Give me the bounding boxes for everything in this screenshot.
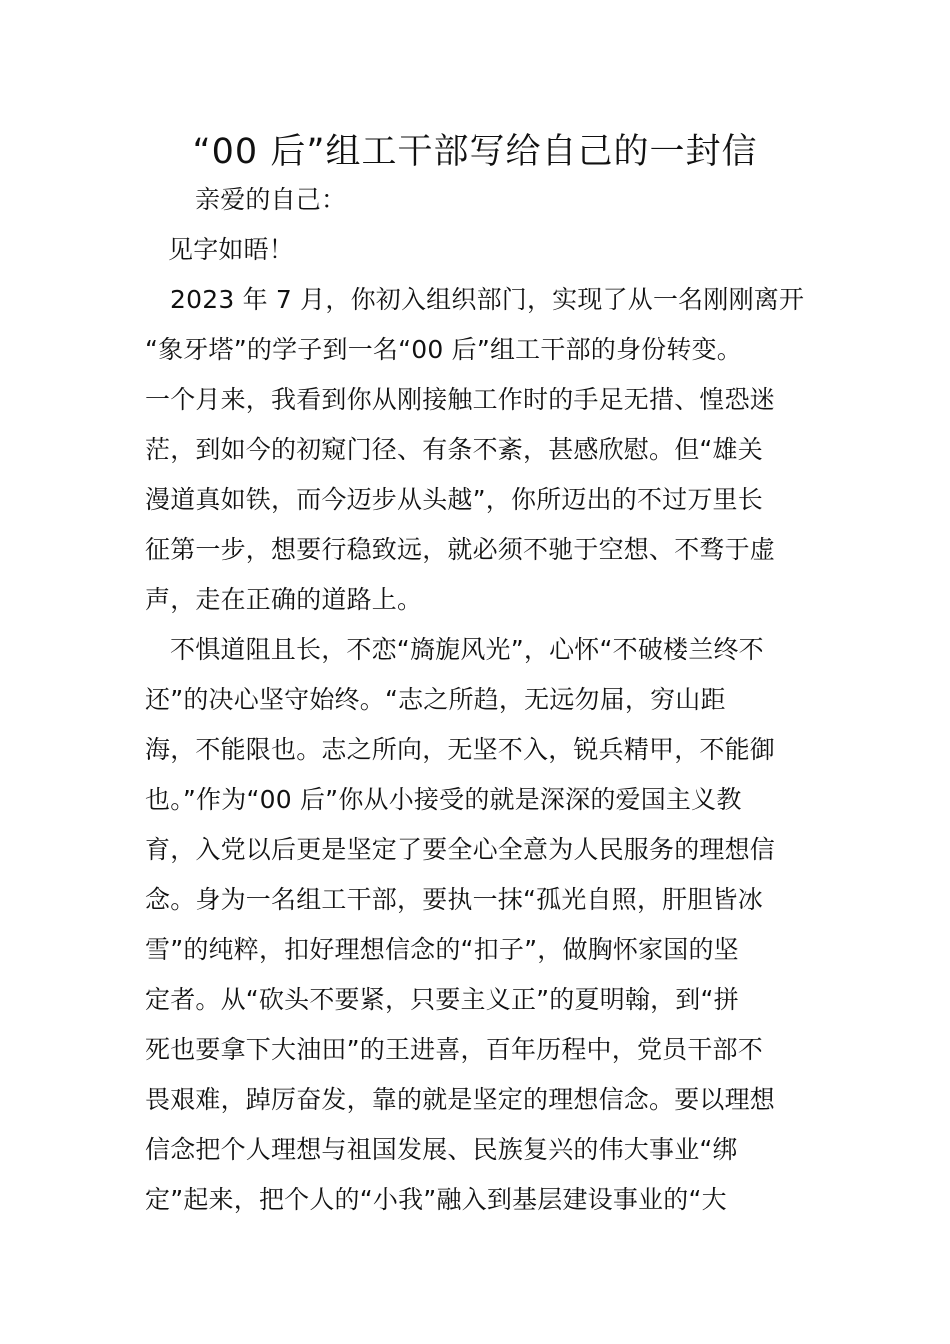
paragraph-line: 雪”的纯粹，扣好理想信念的“扣子”，做胸怀家国的坚 <box>145 935 739 964</box>
paragraph-line: 念。身为一名组工干部，要执一抹“孤光自照，肝胆皆冰 <box>145 885 763 914</box>
paragraph-line: 声，走在正确的道路上。 <box>145 585 423 614</box>
paragraph-line: 2023 年 7 月，你初入组织部门，实现了从一名刚刚离开 <box>170 285 805 314</box>
paragraph-line: 定”起来，把个人的“小我”融入到基层建设事业的“大 <box>145 1185 727 1214</box>
paragraph-line: 定者。从“砍头不要紧，只要主义正”的夏明翰，到“拼 <box>145 985 739 1014</box>
paragraph-line: 不惧道阻且长，不恋“旖旎风光”，心怀“不破楼兰终不 <box>170 635 764 664</box>
salutation: 亲爱的自己： <box>195 185 347 214</box>
paragraph-line: 畏艰难，踔厉奋发，靠的就是坚定的理想信念。要以理想 <box>145 1085 776 1114</box>
paragraph-line: 漫道真如铁，而今迈步从头越”，你所迈出的不过万里长 <box>145 485 763 514</box>
paragraph-line: 还”的决心坚守始终。“志之所趋，无远勿届，穷山距 <box>145 685 726 714</box>
paragraph-line: “象牙塔”的学子到一名“00 后”组工干部的身份转变。 <box>145 335 742 364</box>
paragraph-line: 也。”作为“00 后”你从小接受的就是深深的爱国主义教 <box>145 785 742 814</box>
paragraph-line: 信念把个人理想与祖国发展、民族复兴的伟大事业“绑 <box>145 1135 738 1164</box>
paragraph-line: 一个月来，我看到你从刚接触工作时的手足无措、惶恐迷 <box>145 385 776 414</box>
paragraph-line: 死也要拿下大油田”的王进喜，百年历程中，党员干部不 <box>145 1035 763 1064</box>
paragraph-line: 茫，到如今的初窥门径、有条不紊，甚感欣慰。但“雄关 <box>145 435 763 464</box>
paragraph-line: 海，不能限也。志之所向，无坚不入，锐兵精甲，不能御 <box>145 735 776 764</box>
paragraph-line: 征第一步，想要行稳致远，就必须不驰于空想、不骛于虚 <box>145 535 776 564</box>
document-title: “00 后”组工干部写给自己的一封信 <box>192 132 758 172</box>
greeting: 见字如晤！ <box>168 235 295 264</box>
paragraph-line: 育，入党以后更是坚定了要全心全意为人民服务的理想信 <box>145 835 776 864</box>
